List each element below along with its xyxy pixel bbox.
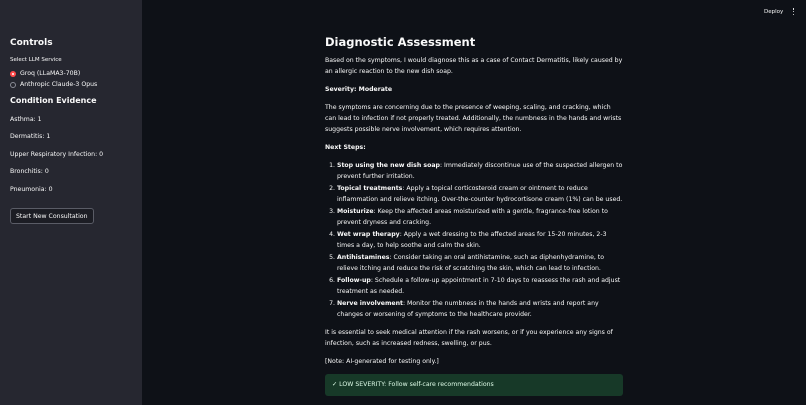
next-steps-list — [325, 160, 623, 320]
step-text: : Keep the affected areas moisturized with a gentle, fragrance-free lotion to prevent dryness and cracking. — [337, 208, 608, 226]
step-title: Antihistamines — [337, 254, 390, 261]
llm-option-groq[interactable] — [10, 68, 132, 79]
step-text: : Consider taking an oral antihistamine, such as diphenhydramine, to relieve itching and reduce the risk of scratching the skin, which can lead to infection. — [337, 254, 605, 272]
deploy-button[interactable]: Deploy — [764, 9, 784, 15]
next-steps-heading: Next Steps: — [325, 144, 366, 151]
controls-header: Controls — [10, 38, 53, 48]
evidence-bronchitis: Bronchitis: 0 — [10, 168, 49, 176]
list-item — [337, 206, 623, 228]
radio-unselected-icon[interactable] — [10, 82, 16, 88]
step-title: Nerve involvement — [337, 300, 403, 307]
step-text: : Apply a wet dressing to the affected areas for 15-20 minutes, 2-3 times a day, to help soothe and calm the skin. — [337, 231, 607, 249]
sidebar — [0, 0, 142, 405]
list-item — [337, 160, 623, 182]
step-title: Moisturize — [337, 208, 374, 215]
step-title: Stop using the new dish soap — [337, 162, 440, 169]
evidence-upper-respiratory: Upper Respiratory Infection: 0 — [10, 150, 104, 158]
list-item — [337, 229, 623, 251]
closing-text: It is essential to seek medical attention if the rash worsens, or if you experience any signs of infection, such as increased redness, swelling, or pus. — [325, 329, 613, 347]
llm-service-label: Select LLM Service — [10, 57, 62, 63]
list-item — [337, 183, 623, 205]
severity-alert: ✓ LOW SEVERITY: Follow self-care recommendations — [325, 374, 623, 396]
step-text: : Immediately discontinue use of the suspected allergen to prevent further irritation. — [337, 162, 623, 180]
step-text: : Apply a topical corticosteroid cream or ointment to reduce inflammation and relieve itching. Over-the-counter hydrocortisone cream (1%) can be used. — [337, 185, 623, 203]
ai-note: [Note: AI-generated for testing only.] — [325, 358, 439, 365]
list-item — [337, 298, 623, 320]
diagnosis-text: Based on the symptoms, I would diagnose this as a case of Contact Dermatitis, likely caused by an allergic reaction to the new dish soap. — [325, 57, 623, 75]
evidence-asthma: Asthma: 1 — [10, 116, 42, 123]
main-content — [325, 34, 623, 396]
step-title: Wet wrap therapy — [337, 231, 400, 238]
step-title: Follow-up — [337, 277, 371, 284]
llm-option-anthropic[interactable] — [10, 79, 132, 90]
evidence-pneumonia: Pneumonia: 0 — [10, 185, 53, 193]
llm-option-label: Anthropic Claude-3 Opus — [20, 81, 98, 88]
start-new-consultation-button[interactable]: Start New Consultation — [10, 208, 94, 224]
list-item — [337, 275, 623, 297]
more-vertical-icon[interactable] — [792, 8, 795, 17]
page-title: Diagnostic Assessment — [325, 35, 476, 49]
step-text: : Monitor the numbness in the hands and wrists and report any changes or worsening of symptoms to the healthcare provider. — [337, 300, 599, 318]
list-item — [337, 252, 623, 274]
condition-evidence-header: Condition Evidence — [10, 96, 97, 105]
step-text: : Schedule a follow-up appointment in 7-10 days to reassess the rash and adjust treatment as needed. — [337, 277, 621, 295]
concern-text: The symptoms are concerning due to the presence of weeping, scaling, and cracking, which can lead to infection if not properly treated. Additionally, the numbness in the hands and wrists suggests possible nerve involvement, which requires attention. — [325, 104, 622, 133]
radio-selected-icon[interactable] — [10, 71, 16, 77]
llm-option-label: Groq (LLaMA3-70B) — [20, 70, 81, 77]
evidence-dermatitis: Dermatitis: 1 — [10, 133, 51, 141]
severity-text: Severity: Moderate — [325, 86, 393, 93]
step-title: Topical treatments — [337, 185, 403, 192]
